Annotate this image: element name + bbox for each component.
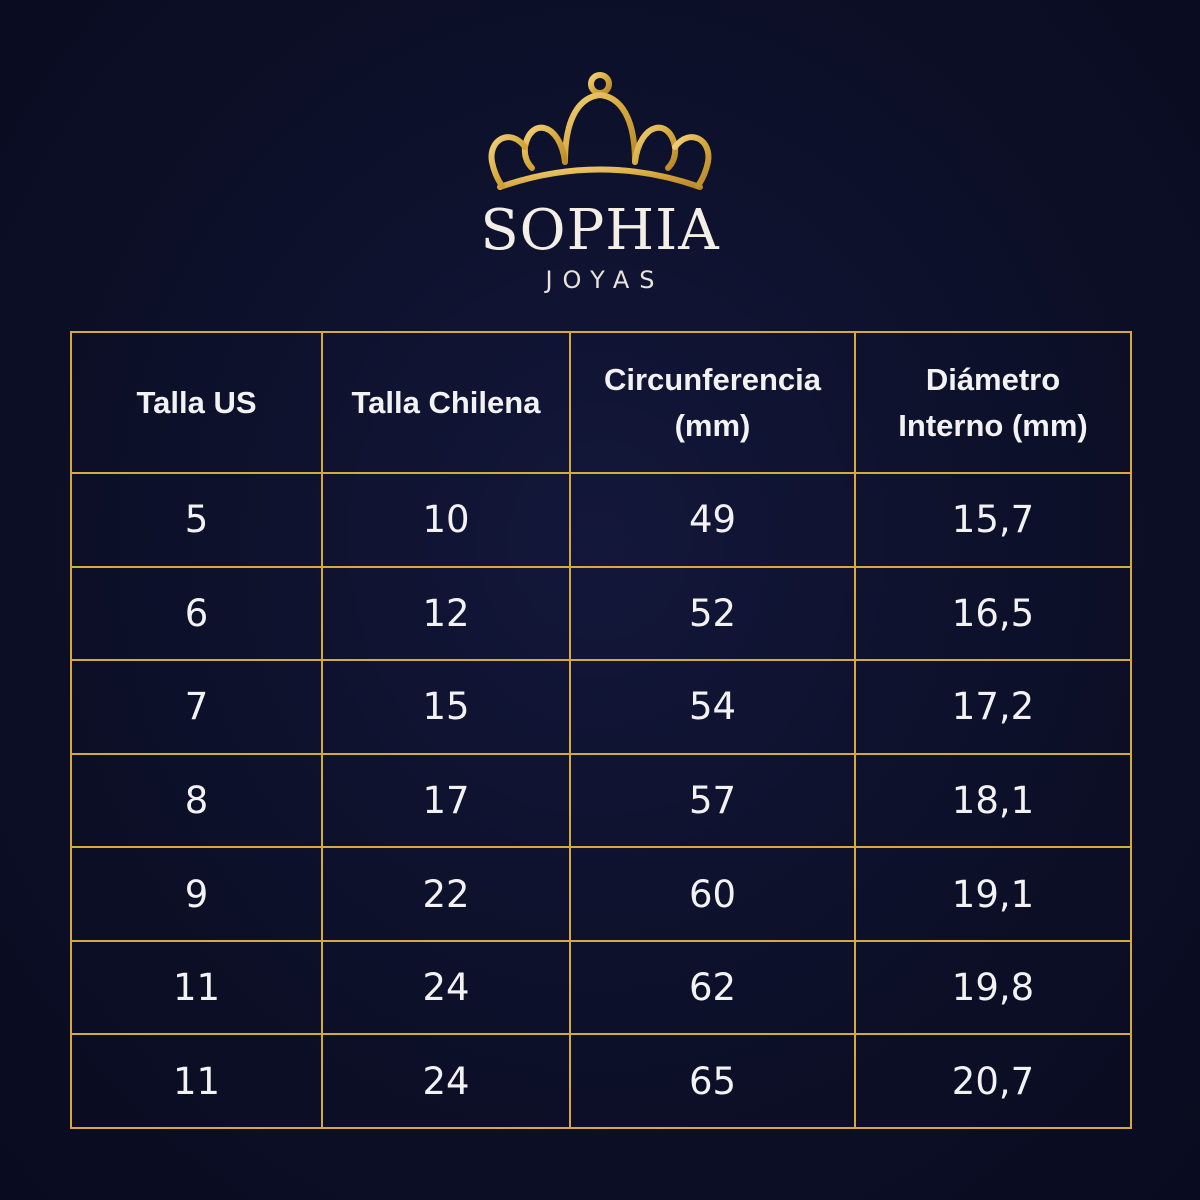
header-diametro-interno: Diámetro Interno (mm)	[855, 332, 1131, 473]
cell-talla-chilena: 24	[322, 1034, 570, 1128]
header-talla-chilena: Talla Chilena	[322, 332, 570, 473]
cell-talla-us: 6	[71, 567, 322, 661]
table-row	[71, 1034, 1131, 1128]
cell-diametro: 15,7	[855, 473, 1131, 567]
cell-talla-chilena: 10	[322, 473, 570, 567]
cell-circunferencia: 60	[570, 847, 855, 941]
table-header-row	[71, 332, 1131, 473]
cell-diametro: 16,5	[855, 567, 1131, 661]
cell-circunferencia: 57	[570, 754, 855, 848]
header-talla-us: Talla US	[71, 332, 322, 473]
cell-talla-chilena: 15	[322, 660, 570, 754]
crown-icon	[480, 62, 720, 202]
cell-talla-us: 11	[71, 1034, 322, 1128]
brand-logo	[0, 0, 1200, 310]
cell-diametro: 20,7	[855, 1034, 1131, 1128]
table-row	[71, 941, 1131, 1035]
cell-circunferencia: 49	[570, 473, 855, 567]
table-row	[71, 660, 1131, 754]
table-row	[71, 754, 1131, 848]
cell-diametro: 19,1	[855, 847, 1131, 941]
header-circunferencia: Circunferencia (mm)	[570, 332, 855, 473]
table-row	[71, 473, 1131, 567]
cell-talla-chilena: 17	[322, 754, 570, 848]
brand-subtitle: JOYAS	[545, 266, 665, 294]
ring-size-table	[70, 331, 1132, 1129]
cell-diametro: 19,8	[855, 941, 1131, 1035]
cell-talla-chilena: 22	[322, 847, 570, 941]
cell-circunferencia: 54	[570, 660, 855, 754]
brand-name: SOPHIA	[480, 198, 720, 263]
cell-talla-chilena: 12	[322, 567, 570, 661]
cell-talla-us: 11	[71, 941, 322, 1035]
cell-diametro: 17,2	[855, 660, 1131, 754]
cell-circunferencia: 62	[570, 941, 855, 1035]
cell-diametro: 18,1	[855, 754, 1131, 848]
cell-talla-us: 5	[71, 473, 322, 567]
cell-talla-us: 7	[71, 660, 322, 754]
cell-circunferencia: 52	[570, 567, 855, 661]
table-row	[71, 567, 1131, 661]
table-row	[71, 847, 1131, 941]
cell-talla-us: 9	[71, 847, 322, 941]
cell-talla-us: 8	[71, 754, 322, 848]
cell-talla-chilena: 24	[322, 941, 570, 1035]
cell-circunferencia: 65	[570, 1034, 855, 1128]
